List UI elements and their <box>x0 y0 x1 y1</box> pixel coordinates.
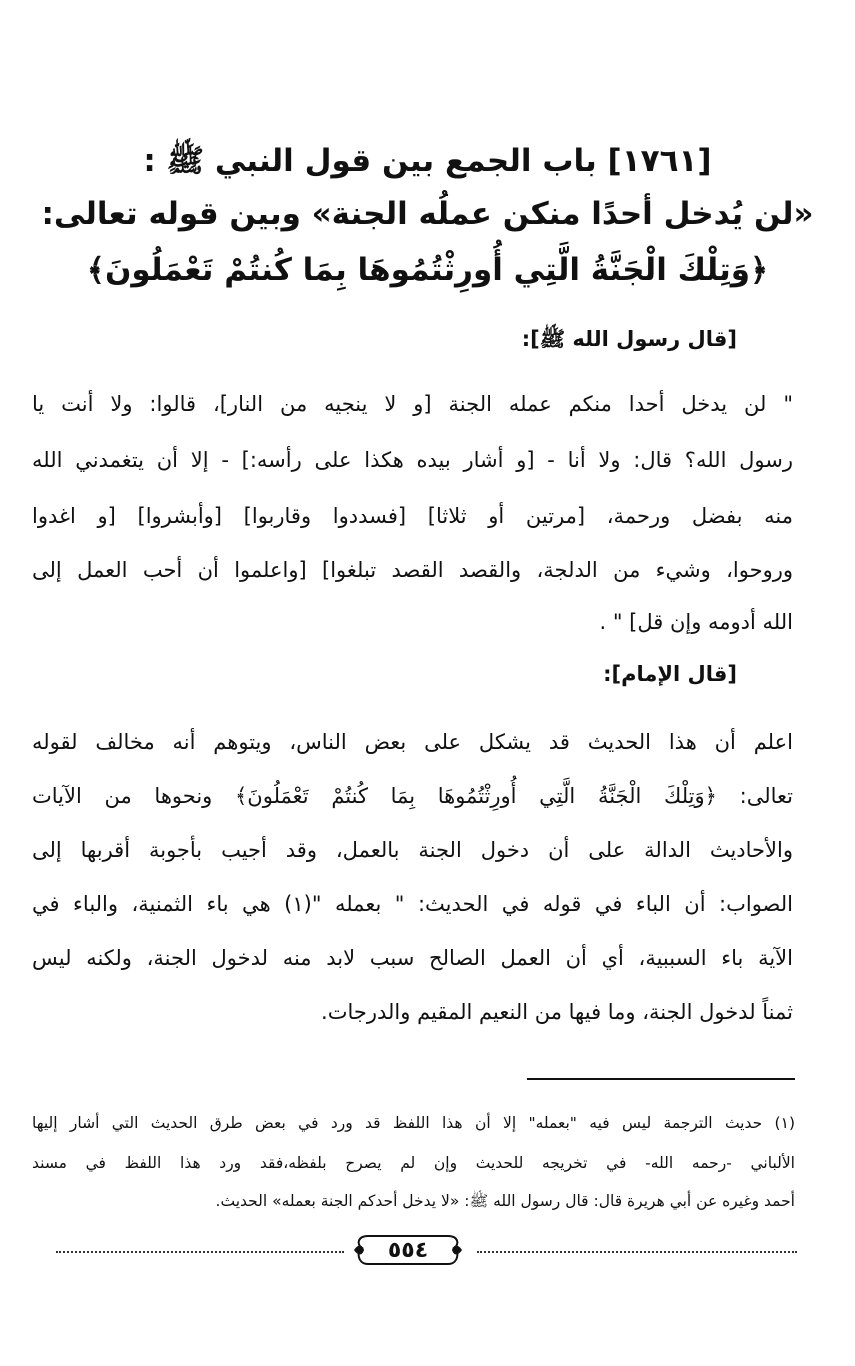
hadith-heading: [قال رسول الله ﷺ]: <box>521 327 737 351</box>
hadith-line: " لن يدخل أحدا منكم عمله الجنة [و لا ينجيه من النار]، قالوا: ولا أنت يا <box>32 392 793 416</box>
footnote-divider <box>527 1078 795 1080</box>
chapter-title-line-1: [١٧٦١] باب الجمع بين قول النبي ﷺ : <box>143 143 712 179</box>
hadith-line: رسول الله؟ قال: ولا أنا - [و أشار بيده هكذا على رأسه:] - إلا أن يتغمدني الله <box>32 448 793 472</box>
footnote-line: (١) حديث الترجمة ليس فيه "بعمله" إلا أن هذا اللفظ قد ورد في بعض طرق الحديث التي أشار إليها <box>32 1114 795 1132</box>
footnote-line: أحمد وغيره عن أبي هريرة قال: قال رسول الله ﷺ: «لا يدخل أحدكم الجنة بعمله» الحديث. <box>215 1192 795 1210</box>
footer-dotted-rule-left <box>56 1251 344 1253</box>
imam-line: الصواب: أن الباء في قوله في الحديث: " بعمله "(١) هي باء الثمنية، والباء في <box>32 892 794 916</box>
chapter-title-line-2: «لن يُدخل أحدًا منكن عملُه الجنة» وبين قوله تعالى: <box>41 196 814 232</box>
imam-line: ثمناً لدخول الجنة، وما فيها من النعيم المقيم والدرجات. <box>321 1000 793 1024</box>
footnote-line: الألباني -رحمه الله- في تخريجه للحديث وإن لم يصرح بلفظه،فقد ورد هذا اللفظ في مسند <box>32 1154 795 1172</box>
page-number-ornament <box>350 1230 466 1270</box>
page-number: ٥٥٤ <box>387 1237 429 1263</box>
imam-heading: [قال الإمام]: <box>603 662 737 686</box>
hadith-line: وروحوا، وشيء من الدلجة، والقصد القصد تبلغوا] [واعلموا أن أحب العمل إلى <box>32 558 793 582</box>
imam-line: اعلم أن هذا الحديث قد يشكل على بعض الناس، ويتوهم أنه مخالف لقوله <box>32 730 793 754</box>
hadith-line: منه بفضل ورحمة، [مرتين أو ثلاثا] [فسددوا وقاربوا] [وأبشروا] [و اغدوا <box>32 504 793 528</box>
hadith-line: الله أدومه وإن قل] " . <box>599 610 793 634</box>
imam-line: والأحاديث الدالة على أن دخول الجنة بالعمل، وقد أجيب بأجوبة أقربها إلى <box>32 838 793 862</box>
chapter-title-verse: ﴿وَتِلْكَ الْجَنَّةُ الَّتِي أُورِثْتُمُوهَا بِمَا كُنتُمْ تَعْمَلُونَ﴾ <box>86 252 769 288</box>
imam-line: تعالى: ﴿وَتِلْكَ الْجَنَّةُ الَّتِي أُورِثْتُمُوهَا بِمَا كُنتُمْ تَعْمَلُونَ﴾ ونحوها من الآيات <box>32 784 793 808</box>
imam-line: الآية باء السببية، أي أن العمل الصالح سبب لابد منه لدخول الجنة، ولكنه ليس <box>32 946 793 970</box>
footer-dotted-rule-right <box>477 1251 797 1253</box>
